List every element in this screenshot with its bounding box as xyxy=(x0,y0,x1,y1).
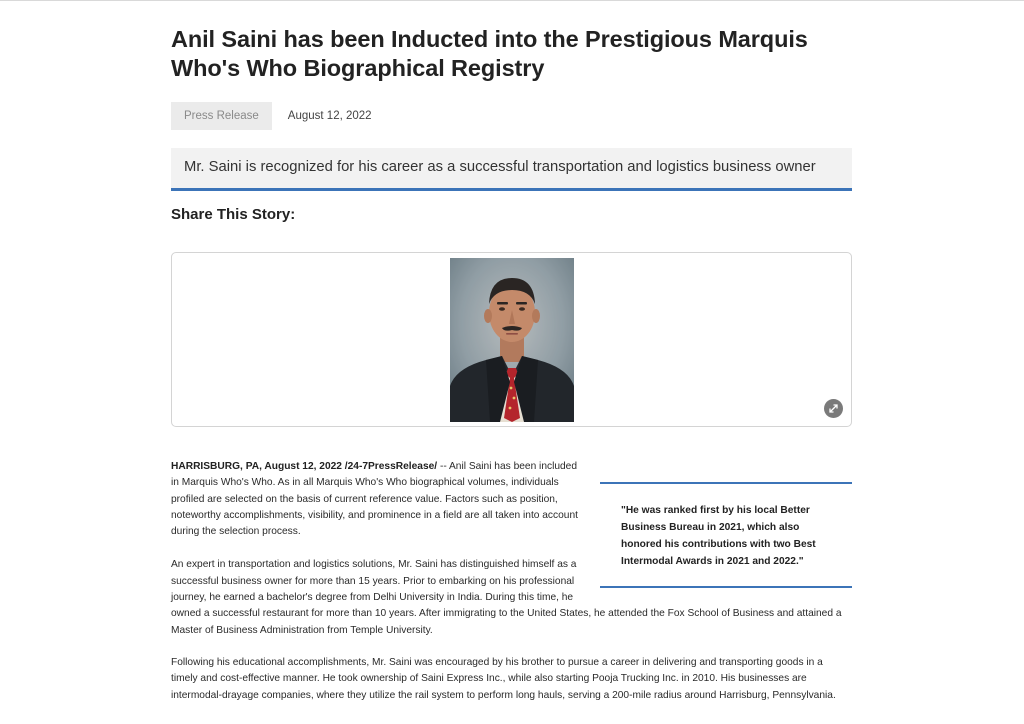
paragraph-text: owned a successful restaurant for more than 10 years. After immigrating to the United States, he attended the Fox School of Business and attained a Master of Business Administration from Temple University. xyxy=(171,608,842,636)
publish-date: August 12, 2022 xyxy=(287,110,372,122)
paragraph-text: -- Anil Saini has been included in Marquis Who's Who. As in all Marquis Who's Who biographical volumes, individuals profiled are selected on the basis of current reference value. Factors such as position, noteworthy accomplishments, visibility, and prominence in a field are all taken into account during the selection process. xyxy=(171,461,578,538)
expand-icon xyxy=(828,403,839,414)
category-tag[interactable]: Press Release xyxy=(171,102,272,130)
portrait-photo[interactable] xyxy=(450,258,574,422)
paragraph-text: An expert in transportation and logistics solutions, Mr. Saini has distinguished himself as a successful business owner for more than 15 years. Prior to embarking on his professional journey, he earned a bachelor's degree from Delhi University in India. During this time, he xyxy=(171,559,577,604)
dateline: HARRISBURG, PA, August 12, 2022 /24-7PressRelease/ xyxy=(171,461,438,472)
article-meta xyxy=(171,102,852,130)
body-paragraph xyxy=(171,459,581,540)
body-paragraph: Following his educational accomplishments, Mr. Saini was encouraged by his brother to pursue a career in delivering and transporting goods in a timely and cost-effective manner. He took ownership of Saini Express Inc., while also starting Pooja Trucking Inc. in 2010. His businesses are intermodal-drayage companies, where they utilize the rail system to perform long hauls, serving a 200-mile radius around Harrisburg, Pennsylvania. xyxy=(171,656,836,701)
article xyxy=(171,1,852,704)
pull-quote: "He was ranked first by his local Better Business Bureau in 2021, which also honored his contributions with two Best Intermodal Awards in 2021 and 2022." xyxy=(600,482,852,588)
article-title: Anil Saini has been Inducted into the Prestigious Marquis Who's Who Biographical Registry xyxy=(171,26,808,81)
image-gallery xyxy=(171,252,852,427)
article-summary: Mr. Saini is recognized for his career as a successful transportation and logistics business owner xyxy=(171,148,852,191)
expand-image-button[interactable] xyxy=(824,399,843,418)
share-heading: Share This Story: xyxy=(171,206,296,223)
